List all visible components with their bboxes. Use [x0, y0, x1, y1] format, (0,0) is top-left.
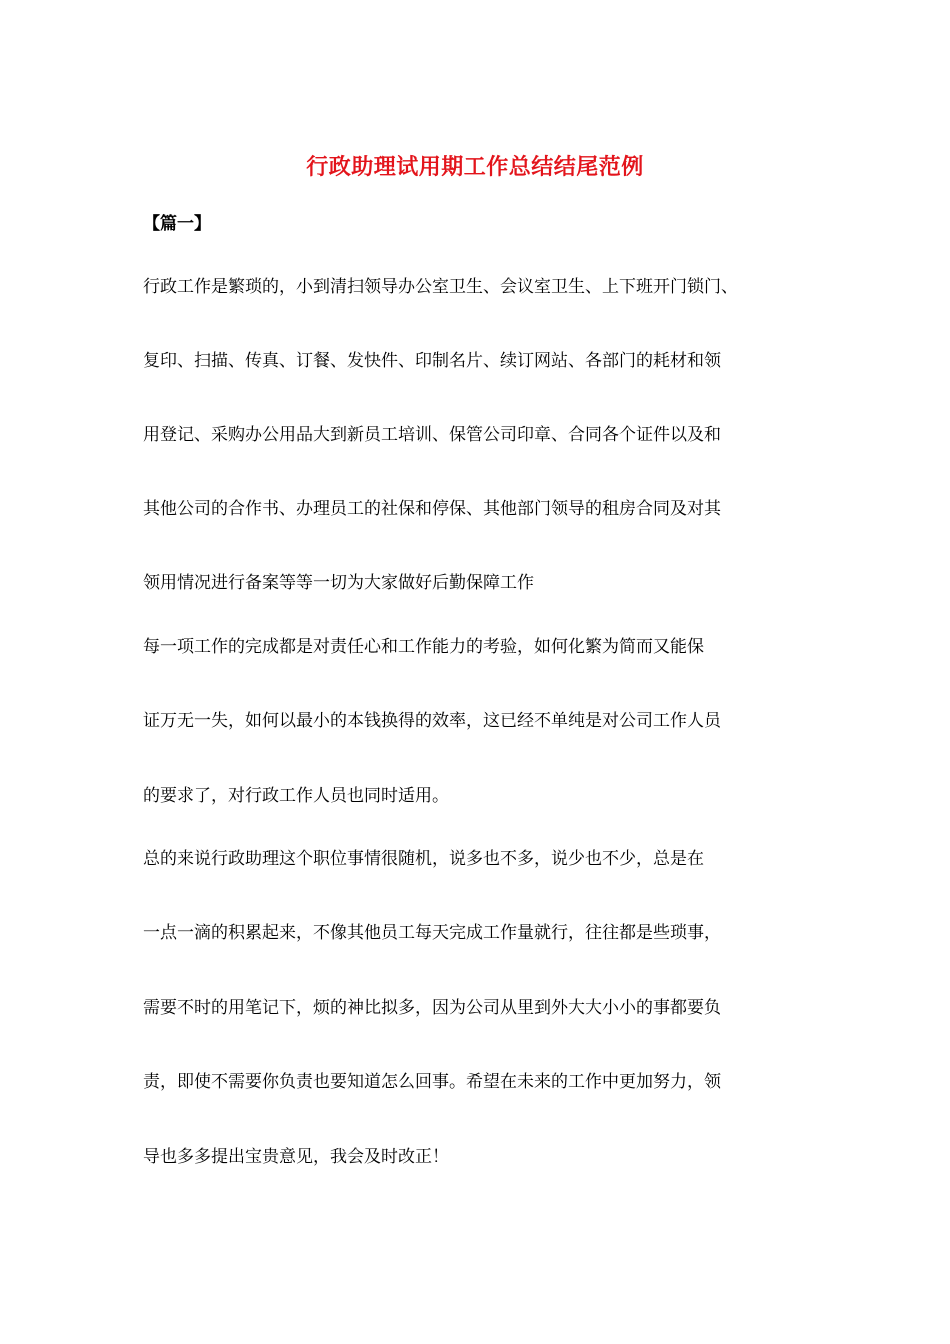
paragraph-line: 行政工作是繁琐的，小到清扫领导办公室卫生、会议室卫生、上下班开门锁门、	[143, 277, 738, 297]
paragraph-line: 领用情况进行备案等等一切为大家做好后勤保障工作	[143, 573, 534, 593]
paragraph-line: 用登记、采购办公用品大到新员工培训、保管公司印章、合同各个证件以及和	[143, 425, 721, 445]
paragraph-line: 一点一滴的积累起来，不像其他员工每天完成工作量就行，往往都是些琐事，	[143, 923, 721, 943]
paragraph-line: 责，即使不需要你负责也要知道怎么回事。希望在未来的工作中更加努力，领	[143, 1072, 721, 1092]
paragraph-line: 总的来说行政助理这个职位事情很随机，说多也不多，说少也不少，总是在	[143, 849, 704, 869]
paragraph-line: 其他公司的合作书、办理员工的社保和停保、其他部门领导的租房合同及对其	[143, 499, 721, 519]
paragraph-line: 导也多多提出宝贵意见，我会及时改正！	[143, 1147, 449, 1167]
document-title: 行政助理试用期工作总结结尾范例	[306, 155, 644, 180]
paragraph-line: 需要不时的用笔记下，烦的神比拟多，因为公司从里到外大大小小的事都要负	[143, 998, 721, 1018]
paragraph-line: 的要求了，对行政工作人员也同时适用。	[143, 786, 449, 806]
paragraph-line: 复印、扫描、传真、订餐、发快件、印制名片、续订网站、各部门的耗材和领	[143, 351, 721, 371]
paragraph-line: 证万无一失，如何以最小的本钱换得的效率，这已经不单纯是对公司工作人员	[143, 711, 721, 731]
paragraph-line: 每一项工作的完成都是对责任心和工作能力的考验，如何化繁为简而又能保	[143, 637, 704, 657]
section-heading: 【篇一】	[143, 214, 211, 234]
